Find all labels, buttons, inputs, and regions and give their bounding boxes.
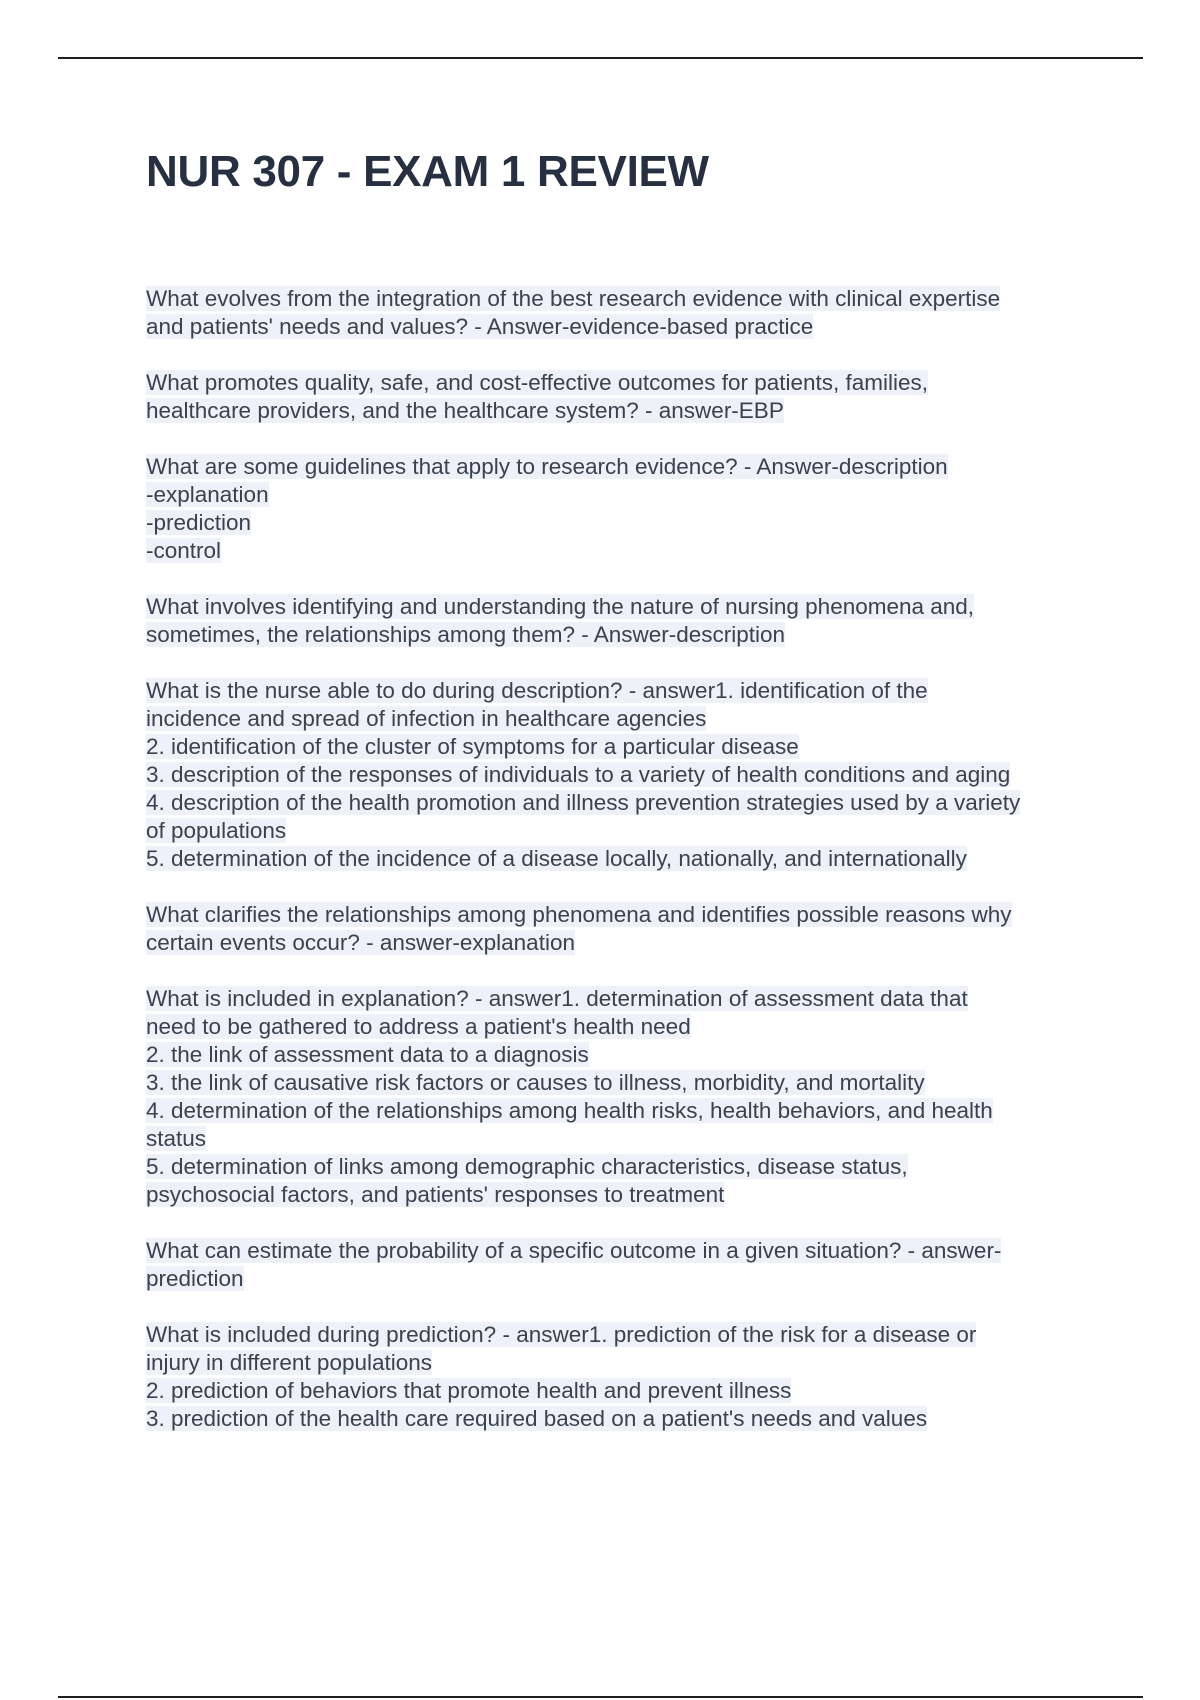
qa-line-text: What involves identifying and understanding the nature of nursing phenomena and,	[146, 594, 975, 619]
qa-line	[146, 1013, 1091, 1041]
qa-line-text: 5. determination of the incidence of a disease locally, nationally, and internationally	[146, 846, 967, 871]
qa-line-text: sometimes, the relationships among them? - Answer-description	[146, 622, 786, 647]
qa-line-text: psychosocial factors, and patients' responses to treatment	[146, 1182, 725, 1207]
qa-line	[146, 1377, 1091, 1405]
qa-line	[146, 369, 1091, 397]
bottom-divider	[58, 1696, 1143, 1698]
qa-line	[146, 397, 1091, 425]
qa-line	[146, 1069, 1091, 1097]
qa-line	[146, 901, 1091, 929]
qa-line-text: What promotes quality, safe, and cost-effective outcomes for patients, families,	[146, 370, 929, 395]
qa-line-text: certain events occur? - answer-explanation	[146, 930, 575, 955]
qa-line-text: status	[146, 1126, 207, 1151]
qa-line-text: and patients' needs and values? - Answer-evidence-based practice	[146, 314, 814, 339]
qa-line	[146, 1405, 1091, 1433]
qa-item	[146, 677, 1091, 873]
qa-line-text: 5. determination of links among demographic characteristics, disease status,	[146, 1154, 908, 1179]
qa-line-text: 4. determination of the relationships among health risks, health behaviors, and health	[146, 1098, 993, 1123]
qa-line	[146, 481, 1091, 509]
qa-line	[146, 1181, 1091, 1209]
qa-item	[146, 453, 1091, 565]
qa-list	[146, 285, 1091, 1461]
qa-line	[146, 929, 1091, 957]
qa-item	[146, 1321, 1091, 1433]
qa-line-text: What can estimate the probability of a specific outcome in a given situation? - answer-	[146, 1238, 1002, 1263]
qa-line	[146, 1041, 1091, 1069]
qa-line	[146, 789, 1091, 817]
qa-line-text: healthcare providers, and the healthcare system? - answer-EBP	[146, 398, 784, 423]
qa-line	[146, 1265, 1091, 1293]
qa-item	[146, 593, 1091, 649]
qa-item	[146, 369, 1091, 425]
qa-line-text: prediction	[146, 1266, 244, 1291]
qa-line	[146, 1321, 1091, 1349]
qa-line	[146, 313, 1091, 341]
qa-line	[146, 1237, 1091, 1265]
qa-line-text: -explanation	[146, 482, 269, 507]
qa-line	[146, 1097, 1091, 1125]
qa-item	[146, 1237, 1091, 1293]
qa-line-text: incidence and spread of infection in healthcare agencies	[146, 706, 707, 731]
qa-line-text: What evolves from the integration of the best research evidence with clinical expertise	[146, 286, 1001, 311]
qa-line-text: 3. prediction of the health care required based on a patient's needs and values	[146, 1406, 928, 1431]
qa-line	[146, 1349, 1091, 1377]
qa-line	[146, 1125, 1091, 1153]
qa-line-text: -control	[146, 538, 222, 563]
qa-line	[146, 733, 1091, 761]
qa-line	[146, 845, 1091, 873]
top-divider	[58, 57, 1143, 59]
qa-line-text: 4. description of the health promotion and illness prevention strategies used by a variety	[146, 790, 1021, 815]
qa-item	[146, 285, 1091, 341]
qa-line-text: 2. prediction of behaviors that promote health and prevent illness	[146, 1378, 792, 1403]
qa-line	[146, 453, 1091, 481]
qa-item	[146, 985, 1091, 1209]
qa-line-text: What are some guidelines that apply to research evidence? - Answer-description	[146, 454, 948, 479]
qa-line	[146, 509, 1091, 537]
qa-line-text: 2. identification of the cluster of symptoms for a particular disease	[146, 734, 799, 759]
qa-line	[146, 285, 1091, 313]
qa-line	[146, 593, 1091, 621]
qa-line-text: What is included during prediction? - answer1. prediction of the risk for a disease or	[146, 1322, 977, 1347]
qa-line-text: What is included in explanation? - answer1. determination of assessment data that	[146, 986, 968, 1011]
qa-line	[146, 537, 1091, 565]
qa-line	[146, 677, 1091, 705]
qa-line-text: 3. the link of causative risk factors or causes to illness, morbidity, and mortality	[146, 1070, 925, 1095]
qa-line-text: 3. description of the responses of individuals to a variety of health conditions and aging	[146, 762, 1011, 787]
qa-line-text: What clarifies the relationships among phenomena and identifies possible reasons why	[146, 902, 1012, 927]
qa-line	[146, 761, 1091, 789]
qa-line	[146, 705, 1091, 733]
qa-line-text: of populations	[146, 818, 287, 843]
page-title: NUR 307 - EXAM 1 REVIEW	[146, 147, 709, 196]
qa-line-text: -prediction	[146, 510, 252, 535]
qa-line-text: injury in different populations	[146, 1350, 433, 1375]
qa-line	[146, 985, 1091, 1013]
qa-line	[146, 1153, 1091, 1181]
qa-line	[146, 817, 1091, 845]
qa-line	[146, 621, 1091, 649]
qa-line-text: 2. the link of assessment data to a diagnosis	[146, 1042, 589, 1067]
qa-item	[146, 901, 1091, 957]
qa-line-text: What is the nurse able to do during description? - answer1. identification of the	[146, 678, 928, 703]
qa-line-text: need to be gathered to address a patient's health need	[146, 1014, 691, 1039]
